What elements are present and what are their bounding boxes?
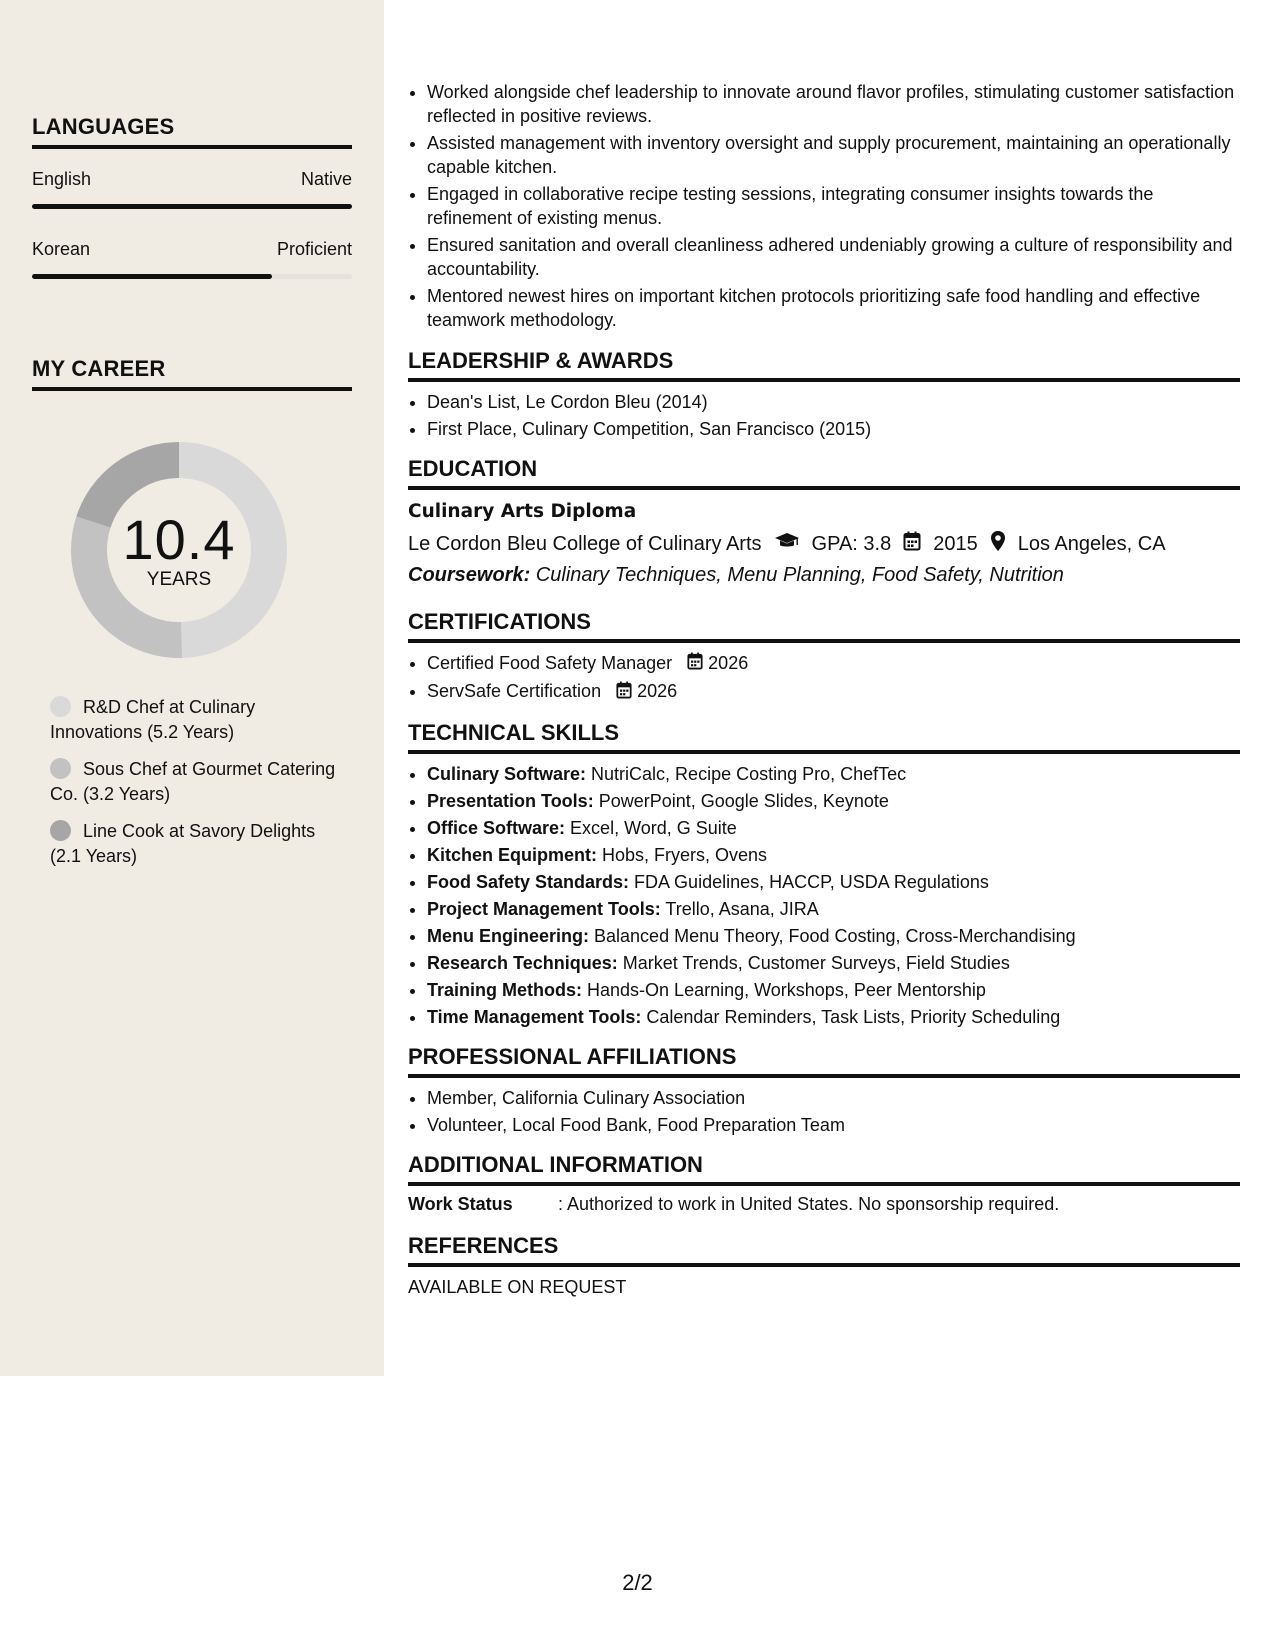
school-name: Le Cordon Bleu College of Culinary Arts xyxy=(408,532,762,555)
skill-category: Food Safety Standards: xyxy=(427,871,630,892)
experience-bullets xyxy=(408,80,1240,332)
section-heading: PROFESSIONAL AFFILIATIONS xyxy=(408,1044,1240,1078)
language-level: Native xyxy=(300,169,352,189)
language-korean xyxy=(32,239,352,279)
certification-name: Certified Food Safety Manager xyxy=(427,653,673,673)
school-location: Los Angeles, CA xyxy=(1017,532,1166,555)
section-heading: REFERENCES xyxy=(408,1233,1240,1267)
skill-item xyxy=(427,789,1240,813)
languages-heading: LANGUAGES xyxy=(32,114,352,149)
career-years-label: YEARS xyxy=(146,569,212,590)
career-item-label: Sous Chef at Gourmet Catering Co. (3.2 Years) xyxy=(50,759,336,804)
language-name: English xyxy=(32,169,92,189)
skill-category: Culinary Software: xyxy=(427,763,587,784)
page-number: 2/2 xyxy=(622,1570,653,1595)
skill-item xyxy=(427,843,1240,867)
affiliation-item: • Member, California Culinary Association xyxy=(427,1086,1240,1110)
skill-item xyxy=(427,1005,1240,1029)
skill-values: Balanced Menu Theory, Food Costing, Cross-Merchandising xyxy=(594,925,1076,946)
education-section xyxy=(408,456,1240,587)
skill-category: Training Methods: xyxy=(427,979,582,1000)
language-proficiency-fill xyxy=(32,204,352,209)
skill-category: Research Techniques: xyxy=(427,952,618,973)
section-heading: ADDITIONAL INFORMATION xyxy=(408,1152,1240,1186)
career-legend-item xyxy=(50,819,340,869)
affiliations-section xyxy=(408,1044,1240,1137)
language-proficiency-fill xyxy=(32,274,272,279)
section-heading: TECHNICAL SKILLS xyxy=(408,720,1240,754)
legend-dot xyxy=(50,696,71,717)
legend-dot xyxy=(50,758,71,779)
skill-category: Presentation Tools: xyxy=(427,790,594,811)
gpa: GPA: 3.8 xyxy=(811,532,892,555)
language-proficiency-bar xyxy=(32,274,352,279)
section-heading: CERTIFICATIONS xyxy=(408,609,1240,643)
skill-values: PowerPoint, Google Slides, Keynote xyxy=(598,790,889,811)
calendar-icon xyxy=(903,531,921,557)
graduation-cap-icon xyxy=(774,532,800,556)
experience-bullet: • Worked alongside chef leadership to innovate around flavor profiles, stimulating customer satisfaction reflected in positive reviews. xyxy=(427,80,1240,128)
certification-date: 2026 xyxy=(708,653,749,673)
skill-item xyxy=(427,897,1240,921)
references-text: AVAILABLE ON REQUEST xyxy=(408,1276,627,1297)
sidebar xyxy=(0,0,384,1376)
degree-title: Culinary Arts Diploma xyxy=(408,501,637,522)
career-legend-item xyxy=(50,757,340,807)
career-legend-item xyxy=(50,695,340,745)
certification-name: ServSafe Certification xyxy=(427,681,602,702)
skill-values: Market Trends, Customer Surveys, Field Studies xyxy=(622,952,1010,973)
work-status-label: Work Status xyxy=(408,1193,513,1214)
skill-item xyxy=(427,816,1240,840)
skill-values: Excel, Word, G Suite xyxy=(570,817,737,838)
language-level: Proficient xyxy=(276,239,352,259)
skill-item xyxy=(427,870,1240,894)
section-heading: EDUCATION xyxy=(408,456,1240,490)
language-proficiency-bar xyxy=(32,204,352,209)
language-english xyxy=(32,169,352,209)
certification-item xyxy=(427,679,1240,704)
section-heading: LEADERSHIP & AWARDS xyxy=(408,348,1240,382)
award-item: • First Place, Culinary Competition, San Francisco (2015) xyxy=(427,417,1240,441)
career-item-label: R&D Chef at Culinary Innovations (5.2 Years) xyxy=(50,697,256,742)
skill-category: Menu Engineering: xyxy=(427,925,589,946)
skill-item xyxy=(427,978,1240,1002)
skill-values: FDA Guidelines, HACCP, USDA Regulations xyxy=(634,871,989,892)
skill-category: Office Software: xyxy=(427,817,566,838)
skill-item xyxy=(427,951,1240,975)
skill-category: Project Management Tools: xyxy=(427,898,661,919)
work-status-value: : Authorized to work in United States. No sponsorship required. xyxy=(558,1193,1060,1214)
graduation-year: 2015 xyxy=(933,532,978,555)
award-item: • Dean's List, Le Cordon Bleu (2014) xyxy=(427,390,1240,414)
main-content xyxy=(408,80,1240,1298)
location-pin-icon xyxy=(990,530,1006,558)
experience-bullet: • Engaged in collaborative recipe testing sessions, integrating consumer insights towards the refinement of existing menus. xyxy=(427,182,1240,230)
experience-bullet: • Mentored newest hires on important kitchen protocols prioritizing safe food handling and effective teamwork methodology. xyxy=(427,284,1240,332)
skill-item xyxy=(427,762,1240,786)
experience-bullet: • Assisted management with inventory oversight and supply procurement, maintaining an operationally capable kitchen. xyxy=(427,131,1240,179)
calendar-icon xyxy=(616,681,632,705)
references-section xyxy=(408,1233,1240,1298)
languages-section xyxy=(32,114,352,279)
language-name: Korean xyxy=(32,239,91,259)
skill-category: Time Management Tools: xyxy=(427,1006,642,1027)
coursework-list: Culinary Techniques, Menu Planning, Food Safety, Nutrition xyxy=(535,564,1064,586)
experience-bullet: • Ensured sanitation and overall cleanliness adhered undeniably growing a culture of responsibility and accountability. xyxy=(427,233,1240,281)
skill-values: Hands-On Learning, Workshops, Peer Mentorship xyxy=(587,979,986,1000)
certification-date: 2026 xyxy=(637,681,678,702)
calendar-icon xyxy=(687,652,703,676)
career-donut-chart xyxy=(64,435,294,665)
coursework xyxy=(408,564,1240,587)
affiliation-item: • Volunteer, Local Food Bank, Food Preparation Team xyxy=(427,1113,1240,1137)
skill-category: Kitchen Equipment: xyxy=(427,844,597,865)
career-total-years: 10.4 xyxy=(122,508,236,571)
skill-values: Calendar Reminders, Task Lists, Priority Scheduling xyxy=(646,1006,1061,1027)
work-status-row xyxy=(408,1194,1240,1215)
legend-dot xyxy=(50,820,71,841)
career-item-label: Line Cook at Savory Delights (2.1 Years) xyxy=(50,821,316,866)
skill-item xyxy=(427,924,1240,948)
additional-info-section xyxy=(408,1152,1240,1215)
skill-values: Trello, Asana, JIRA xyxy=(665,898,819,919)
career-section xyxy=(32,356,352,391)
career-heading: MY CAREER xyxy=(32,356,352,391)
skills-section xyxy=(408,720,1240,1029)
skill-values: NutriCalc, Recipe Costing Pro, ChefTec xyxy=(591,763,907,784)
certifications-section xyxy=(408,609,1240,705)
education-details xyxy=(408,530,1240,558)
leadership-section xyxy=(408,348,1240,441)
skill-values: Hobs, Fryers, Ovens xyxy=(602,844,768,865)
coursework-label: Coursework: xyxy=(408,564,531,586)
certification-item xyxy=(427,651,1240,676)
career-legend xyxy=(50,695,340,881)
